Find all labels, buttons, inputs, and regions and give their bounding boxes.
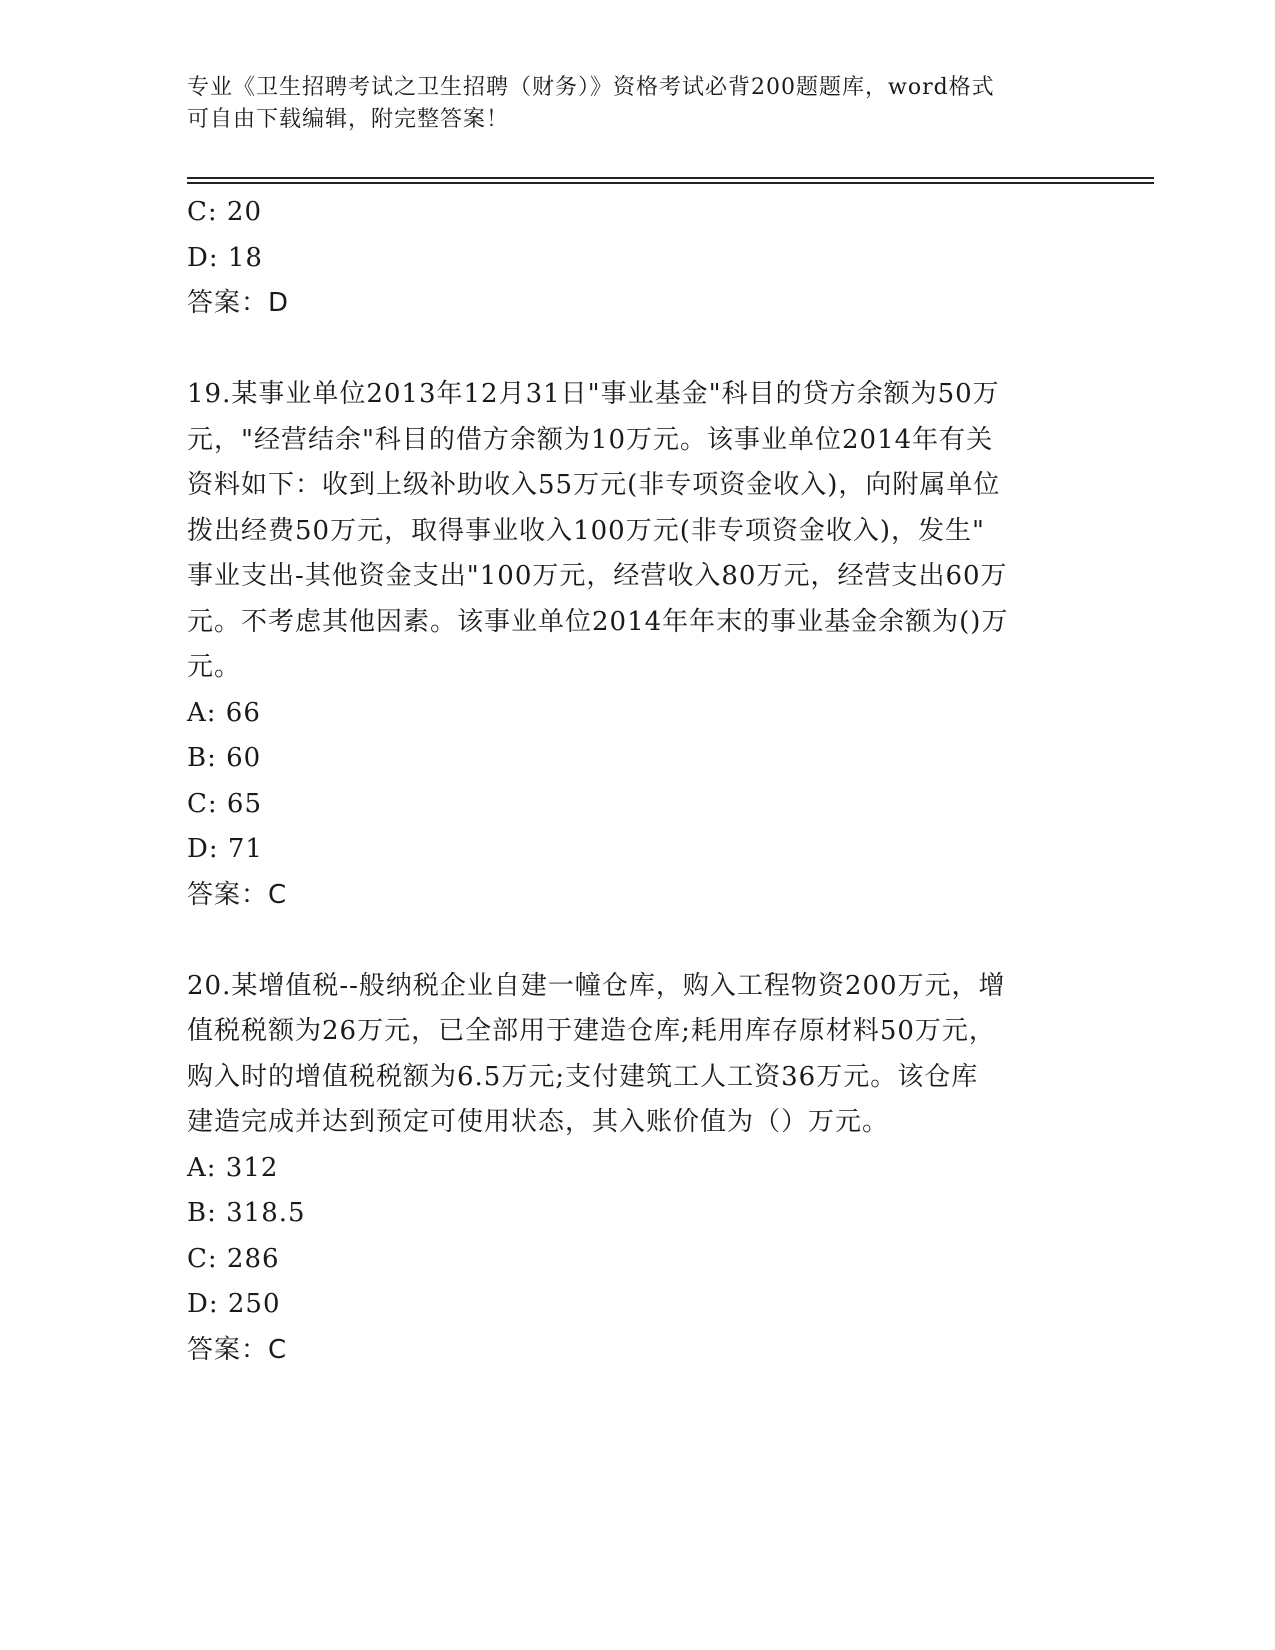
option-d: D: 18 bbox=[187, 242, 263, 273]
question-text-line: 资料如下：收到上级补助收入55万元(非专项资金收入)，向附属单位 bbox=[187, 470, 1001, 500]
answer-line: 答案：D bbox=[187, 288, 290, 318]
option-d: D: 250 bbox=[187, 1289, 281, 1319]
question-text-line: 建造完成并达到预定可使用状态，其入账价值为（）万元。 bbox=[187, 1107, 890, 1137]
question-20 bbox=[187, 964, 1077, 1374]
header-title-line-2: 可自由下载编辑，附完整答案！ bbox=[187, 107, 510, 132]
option-d: D: 71 bbox=[187, 834, 263, 864]
answer-line: 答案：C bbox=[187, 879, 288, 910]
previous-question-tail bbox=[187, 190, 1077, 327]
document-body bbox=[187, 190, 1077, 1373]
header-title-line-1: 专业《卫生招聘考试之卫生招聘（财务）》资格考试必背200题题库，word格式 bbox=[187, 75, 995, 100]
spacer bbox=[187, 918, 1077, 964]
answer-line: 答案：C bbox=[187, 1334, 288, 1365]
question-text-line: 元，"经营结余"科目的借方余额为10万元。该事业单位2014年有关 bbox=[187, 424, 994, 455]
option-b: B: 318.5 bbox=[187, 1198, 306, 1228]
option-a: A: 312 bbox=[187, 1152, 279, 1183]
option-c: C: 20 bbox=[187, 197, 263, 227]
question-text-line: 购入时的增值税税额为6.5万元;支付建筑工人工资36万元。该仓库 bbox=[187, 1061, 979, 1092]
question-19 bbox=[187, 372, 1077, 918]
option-c: C: 286 bbox=[187, 1243, 280, 1274]
question-text-line: 拨出经费50万元，取得事业收入100万元(非专项资金收入)，发生" bbox=[187, 515, 985, 546]
question-text-line: 20.某增值税--般纳税企业自建一幢仓库，购入工程物资200万元，增 bbox=[187, 970, 1006, 1001]
question-text-line: 19.某事业单位2013年12月31日"事业基金"科目的贷方余额为50万 bbox=[187, 379, 1000, 409]
option-a: A: 66 bbox=[187, 697, 261, 728]
option-b: B: 60 bbox=[187, 743, 262, 773]
header-divider-bottom bbox=[187, 182, 1154, 184]
question-text-line: 值税税额为26万元，已全部用于建造仓库;耗用库存原材料50万元， bbox=[187, 1016, 996, 1046]
option-c: C: 65 bbox=[187, 788, 263, 819]
spacer bbox=[187, 327, 1077, 373]
question-text-line: 元。 bbox=[187, 652, 242, 682]
document-header bbox=[187, 72, 1067, 136]
question-text-line: 事业支出-其他资金支出"100万元，经营收入80万元，经营支出60万 bbox=[187, 561, 1008, 591]
question-text-line: 元。不考虑其他因素。该事业单位2014年年末的事业基金余额为()万 bbox=[187, 606, 1009, 637]
header-divider-top bbox=[187, 177, 1154, 179]
